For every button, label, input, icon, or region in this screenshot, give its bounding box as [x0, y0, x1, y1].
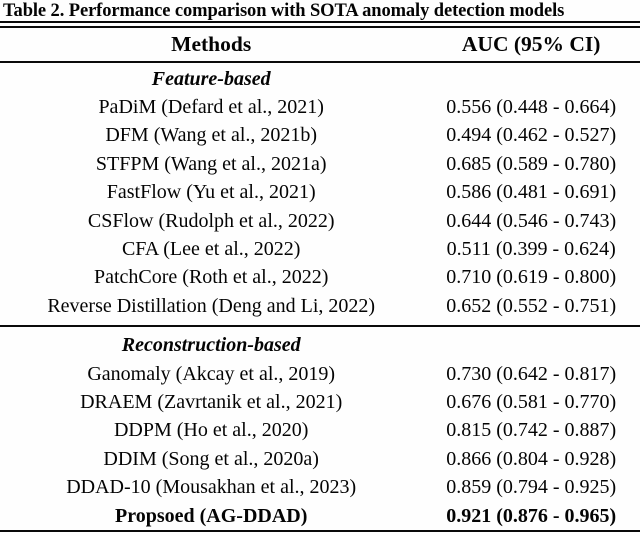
section-divider-rule [0, 325, 640, 327]
method-cell: DDPM (Ho et al., 2020) [113, 419, 309, 442]
method-cell: PatchCore (Roth et al., 2022) [93, 266, 329, 289]
method-cell: CSFlow (Rudolph et al., 2022) [87, 209, 335, 232]
section-label: Feature-based [151, 67, 271, 90]
table-section [0, 330, 640, 531]
auc-cell: 0.511 (0.399 - 0.624) [446, 238, 616, 261]
method-cell: Reverse Distillation (Deng and Li, 2022) [47, 294, 376, 317]
method-cell: STFPM (Wang et al., 2021a) [95, 152, 327, 175]
table-caption: Table 2. Performance comparison with SOTA anomaly detection models [3, 1, 565, 21]
table-row [0, 445, 640, 473]
section-header-row [0, 65, 640, 93]
table-row [0, 360, 640, 388]
table-row [0, 473, 640, 501]
method-cell: PaDiM (Defard et al., 2021) [98, 96, 324, 119]
table-row [0, 292, 640, 320]
auc-cell: 0.866 (0.804 - 0.928) [446, 447, 617, 470]
method-cell: CFA (Lee et al., 2022) [121, 238, 301, 261]
auc-cell: 0.815 (0.742 - 0.887) [446, 419, 617, 442]
auc-cell: 0.859 (0.794 - 0.925) [446, 476, 617, 499]
table-row [0, 122, 640, 150]
auc-cell: 0.730 (0.642 - 0.817) [446, 362, 617, 385]
table-row [0, 502, 640, 530]
method-cell: FastFlow (Yu et al., 2021) [106, 181, 316, 204]
table-row [0, 207, 640, 235]
auc-cell: 0.494 (0.462 - 0.527) [446, 124, 617, 147]
table-row [0, 264, 640, 292]
auc-cell: 0.652 (0.552 - 0.751) [446, 294, 617, 317]
table-row [0, 235, 640, 263]
section-header-row [0, 332, 640, 360]
table-body [0, 63, 640, 530]
method-cell: DDAD-10 (Mousakhan et al., 2023) [66, 476, 357, 499]
table-section [0, 63, 640, 321]
table-row [0, 417, 640, 445]
auc-cell: 0.644 (0.546 - 0.743) [446, 209, 617, 232]
table-row [0, 150, 640, 178]
auc-cell: 0.556 (0.448 - 0.664) [446, 96, 617, 119]
column-header-methods: Methods [171, 32, 252, 56]
table-row [0, 388, 640, 416]
auc-cell: 0.676 (0.581 - 0.770) [446, 390, 617, 413]
method-cell: Ganomaly (Akcay et al., 2019) [87, 362, 336, 385]
column-header-auc: AUC (95% CI) [461, 32, 601, 56]
auc-cell: 0.586 (0.481 - 0.691) [446, 181, 617, 204]
method-cell: Propsoed (AG-DDAD) [114, 504, 308, 527]
auc-cell: 0.921 (0.876 - 0.965) [446, 504, 617, 527]
auc-cell: 0.685 (0.589 - 0.780) [446, 152, 617, 175]
method-cell: DDIM (Song et al., 2020a) [103, 447, 319, 470]
section-label: Reconstruction-based [121, 334, 301, 357]
table-row [0, 179, 640, 207]
table-row [0, 93, 640, 121]
method-cell: DRAEM (Zavrtanik et al., 2021) [80, 390, 343, 413]
method-cell: DFM (Wang et al., 2021b) [105, 124, 318, 147]
top-double-rule [0, 21, 640, 28]
bottom-rule [0, 530, 640, 532]
table-header-row [0, 28, 640, 61]
auc-cell: 0.710 (0.619 - 0.800) [446, 266, 617, 289]
